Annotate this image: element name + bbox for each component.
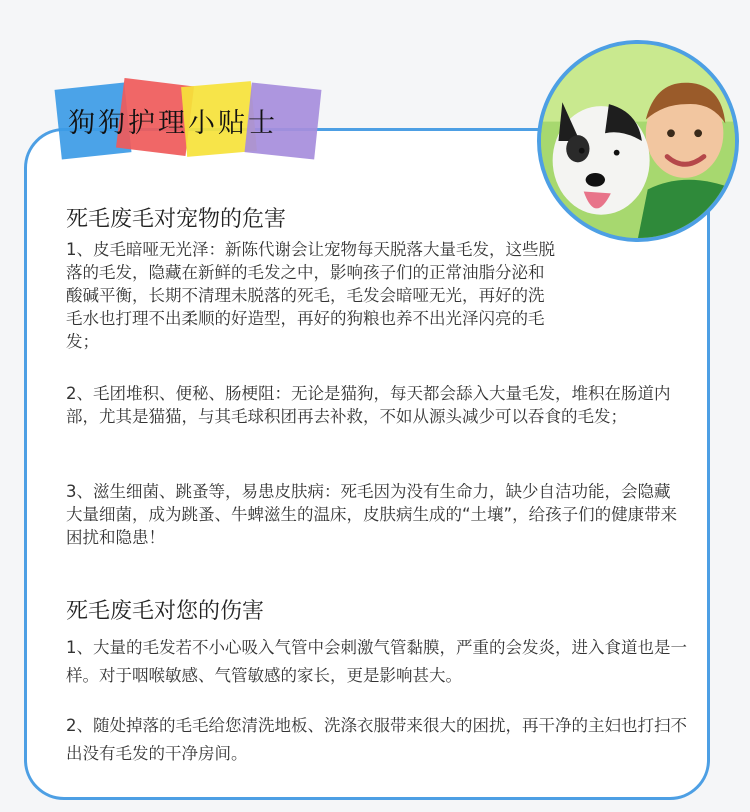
section2-paragraph-2: 2、随处掉落的毛毛给您清洗地板、洗涤衣服带来很大的困扰，再干净的主妇也打扫不出没有毛发的干净房间。	[66, 716, 687, 763]
section2-title: 死毛废毛对您的伤害	[66, 599, 265, 624]
boy-and-dog-illustration	[541, 44, 735, 238]
section1-paragraph-3: 3、滋生细菌、跳蚤等，易患皮肤病：死毛因为没有生命力，缺少自洁功能，会隐藏大量细菌，成为跳蚤、牛蜱滋生的温床，皮肤病生成的“土壤”，给孩子们的健康带来困扰和隐患！	[66, 482, 678, 547]
section1-paragraph-2: 2、毛团堆积、便秘、肠梗阻：无论是猫狗，每天都会舔入大量毛发，堆积在肠道内部，尤其是猫猫，与其毛球积团再去补救，不如从源头减少可以吞食的毛发；	[66, 384, 671, 426]
section1-title: 死毛废毛对宠物的危害	[66, 207, 287, 232]
boy-and-dog-photo	[537, 40, 739, 242]
tips-title: 狗狗护理小贴士	[68, 108, 278, 139]
section1-paragraph-1: 1、皮毛暗哑无光泽：新陈代谢会让宠物每天脱落大量毛发，这些脱落的毛发，隐藏在新鲜的毛发之中，影响孩子们的正常油脂分泌和酸碱平衡，长期不清理未脱落的死毛，毛发会暗哑无光，再好的洗毛水也打理不出柔顺的好造型，再好的狗粮也养不出光泽闪亮的毛发；	[66, 240, 555, 351]
section2-paragraph-1: 1、大量的毛发若不小心吸入气管中会刺激气管黏膜，严重的会发炎，进入食道也是一样。对于咽喉敏感、气管敏感的家长，更是影响甚大。	[66, 638, 687, 685]
